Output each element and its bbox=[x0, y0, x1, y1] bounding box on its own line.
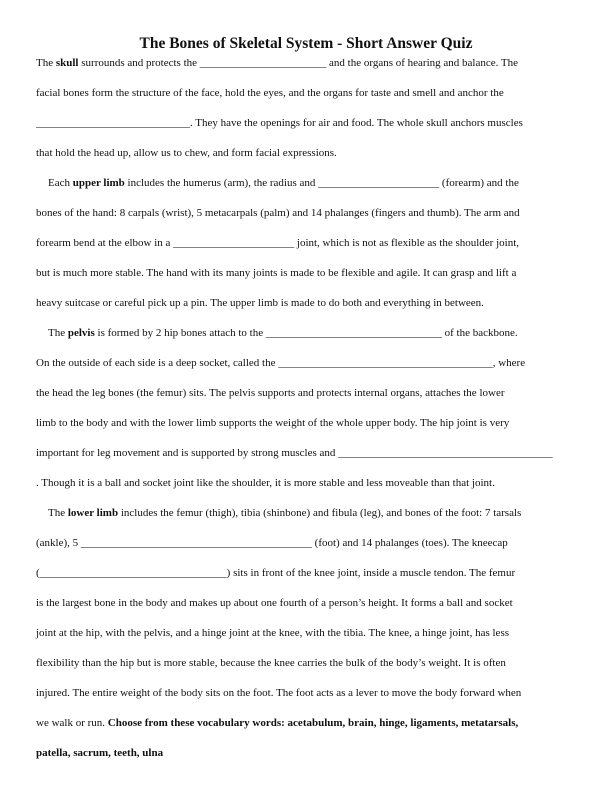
text: important for leg movement and is supported by strong muscles and bbox=[36, 447, 339, 459]
pelvis-line-2 bbox=[36, 356, 581, 370]
pelvis-line-6: . Though it is a ball and socket joint like the shoulder, it is more stable and less moveable than that joint. bbox=[36, 477, 495, 489]
text: ) sits in front of the knee joint, inside a muscle tendon. The femur bbox=[226, 567, 516, 579]
term-upper-limb: upper limb bbox=[72, 177, 125, 189]
upper-limb-line-3 bbox=[36, 236, 581, 250]
text: includes the femur (thigh), tibia (shinbone) and fibula (leg), and bones of the foot: 7 tarsals bbox=[118, 507, 522, 519]
text: we walk or run. bbox=[36, 717, 108, 729]
text: The bbox=[36, 57, 56, 69]
text: The bbox=[48, 327, 68, 339]
text: of the backbone. bbox=[441, 327, 518, 339]
text: joint, which is not as flexible as the shoulder joint, bbox=[294, 237, 519, 249]
text: and the organs of hearing and balance. The bbox=[326, 57, 518, 69]
text: (forearm) and the bbox=[439, 177, 519, 189]
text: Each bbox=[48, 177, 73, 189]
text: is formed by 2 hip bones attach to the bbox=[94, 327, 266, 339]
skull-line-3 bbox=[36, 116, 581, 130]
page-title: The Bones of Skeletal System - Short Answer Quiz bbox=[139, 35, 473, 52]
text: , where bbox=[492, 357, 526, 369]
lower-limb-line-6: flexibility than the hip but is more stable, because the knee carries the bulk of the body’s weight. It is often bbox=[36, 657, 506, 669]
pelvis-line-1 bbox=[36, 326, 593, 340]
lower-limb-line-5: joint at the hip, with the pelvis, and a hinge joint at the knee, with the tibia. The knee, a hinge joint, has less bbox=[36, 627, 509, 639]
text: . They have the openings for air and food. The whole skull anchors muscles bbox=[190, 117, 523, 129]
term-skull: skull bbox=[55, 57, 79, 69]
answer-blank[interactable]: _______________________ bbox=[199, 57, 327, 69]
text: On the outside of each side is a deep socket, called the bbox=[36, 357, 279, 369]
answer-blank[interactable]: _______________________________________ bbox=[338, 447, 553, 459]
text: (foot) and 14 phalanges (toes). The kneecap bbox=[311, 537, 508, 549]
answer-blank[interactable]: _______________________________________ bbox=[278, 357, 493, 369]
lower-limb-line-7: injured. The entire weight of the body sits on the foot. The foot acts as a lever to move the body forward when bbox=[36, 687, 522, 699]
lower-limb-line-2 bbox=[36, 536, 581, 550]
lower-limb-line-4: is the largest bone in the body and makes up about one fourth of a person’s height. It forms a ball and socket bbox=[36, 597, 513, 609]
text: ( bbox=[36, 567, 40, 579]
upper-limb-line-5: heavy suitcase or careful pick up a pin. The upper limb is made to do both and everything in between. bbox=[36, 297, 484, 309]
pelvis-line-5 bbox=[36, 446, 581, 460]
text: includes the humerus (arm), the radius and bbox=[124, 177, 319, 189]
vocabulary-instructions: Choose from these vocabulary words: acetabulum, brain, hinge, ligaments, metatarsals, bbox=[107, 717, 519, 729]
upper-limb-line-2: bones of the hand: 8 carpals (wrist), 5 metacarpals (palm) and 14 phalanges (fingers and thumb). The arm and bbox=[36, 207, 520, 219]
lower-limb-line-8 bbox=[36, 716, 581, 730]
pelvis-line-4: limb to the body and with the lower limb supports the weight of the whole upper body. The hip joint is very bbox=[36, 417, 510, 429]
term-pelvis: pelvis bbox=[67, 327, 95, 339]
skull-line-4: that hold the head up, allow us to chew, and form facial expressions. bbox=[36, 147, 337, 159]
vocabulary-words: patella, sacrum, teeth, ulna bbox=[36, 747, 164, 759]
term-lower-limb: lower limb bbox=[67, 507, 119, 519]
skull-line-2: facial bones form the structure of the face, hold the eyes, and the organs for taste and smell and anchor the bbox=[36, 87, 504, 99]
text: forearm bend at the elbow in a bbox=[36, 237, 174, 249]
answer-blank[interactable]: ____________________________ bbox=[36, 117, 190, 129]
answer-blank[interactable]: __________________________________________ bbox=[80, 537, 312, 549]
pelvis-line-3: the head the leg bones (the femur) sits. The pelvis supports and protects internal organs, attaches the lower bbox=[36, 387, 505, 399]
lower-limb-line-1 bbox=[36, 506, 593, 520]
answer-blank[interactable]: __________________________________ bbox=[39, 567, 227, 579]
upper-limb-line-4: but is much more stable. The hand with its many joints is made to be flexible and agile. It can grasp and lift a bbox=[36, 267, 517, 279]
answer-blank[interactable]: ________________________________ bbox=[265, 327, 442, 339]
skull-line-1 bbox=[36, 56, 581, 70]
lower-limb-line-3 bbox=[36, 566, 581, 580]
text: surrounds and protects the bbox=[78, 57, 200, 69]
answer-blank[interactable]: ______________________ bbox=[173, 237, 295, 249]
text: The bbox=[48, 507, 68, 519]
upper-limb-line-1 bbox=[36, 176, 593, 190]
answer-blank[interactable]: ______________________ bbox=[318, 177, 440, 189]
text: (ankle), 5 bbox=[36, 537, 81, 549]
